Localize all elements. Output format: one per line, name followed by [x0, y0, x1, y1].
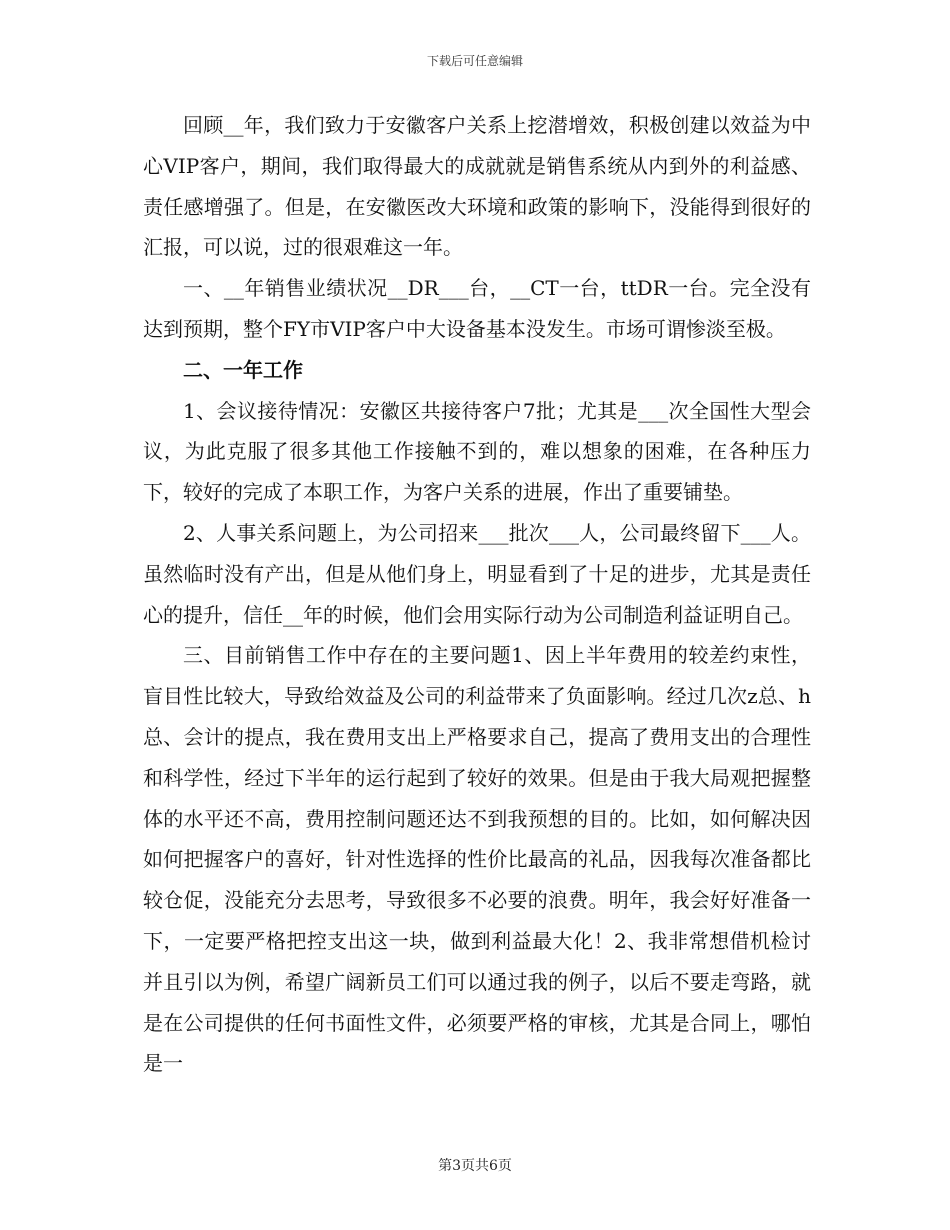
paragraph-review: 回顾__年，我们致力于安徽客户关系上挖潜增效，积极创建以效益为中心VIP客户，期间，我们取得最大的成就就是销售系统从内到外的利益感、责任感增强了。但是，在安徽医改大环境和政策的影响下，没能得到很好的汇报，可以说，过的很艰难这一年。: [143, 113, 811, 260]
paragraph-sales-performance: 一、__年销售业绩状况__DR___台，__CT一台，ttDR一台。完全没有达到预期，整个FY市VIP客户中大设备基本没发生。市场可谓惨淡至极。: [143, 276, 811, 341]
document-body: [143, 105, 811, 1084]
page-header: 下载后可任意编辑: [426, 54, 523, 68]
paragraph-problems: 三、目前销售工作中存在的主要问题1、因上半年费用的较差约束性，盲目性比较大，导致给效益及公司的利益带来了负面影响。经过几次z总、h总、会计的提点，我在费用支出上严格要求自己，提高了费用支出的合理性和科学性，经过下半年的运行起到了较好的效果。但是由于我大局观把握整体的水平还不高，费用控制问题还达不到我预想的目的。比如，如何解决因如何把握客户的喜好，针对性选择的性价比最高的礼品，因我每次准备都比较仓促，没能充分去思考，导致很多不必要的浪费。明年，我会好好准备一下，一定要严格把控支出这一块，做到利益最大化！2、我非常想借机检讨并且引以为例，希望广阔新员工们可以通过我的例子，以后不要走弯路，就是在公司提供的任何书面性文件，必须要严格的审核，尤其是合同上，哪怕是一: [143, 643, 811, 1076]
paragraph-personnel: 2、人事关系问题上，为公司招来___批次___人，公司最终留下___人。虽然临时没有产出，但是从他们身上，明显看到了十足的进步，尤其是责任心的提升，信任__年的时候，他们会用实际行动为公司制造利益证明自己。: [143, 520, 811, 627]
paragraph-meeting-reception: 1、会议接待情况：安徽区共接待客户7批；尤其是___次全国性大型会议，为此克服了很多其他工作接触不到的，难以想象的困难，在各种压力下，较好的完成了本职工作，为客户关系的进展，作出了重要铺垫。: [143, 398, 811, 505]
section-heading-work: 二、一年工作: [183, 357, 303, 382]
page-footer: 第3页共6页: [438, 1158, 512, 1174]
